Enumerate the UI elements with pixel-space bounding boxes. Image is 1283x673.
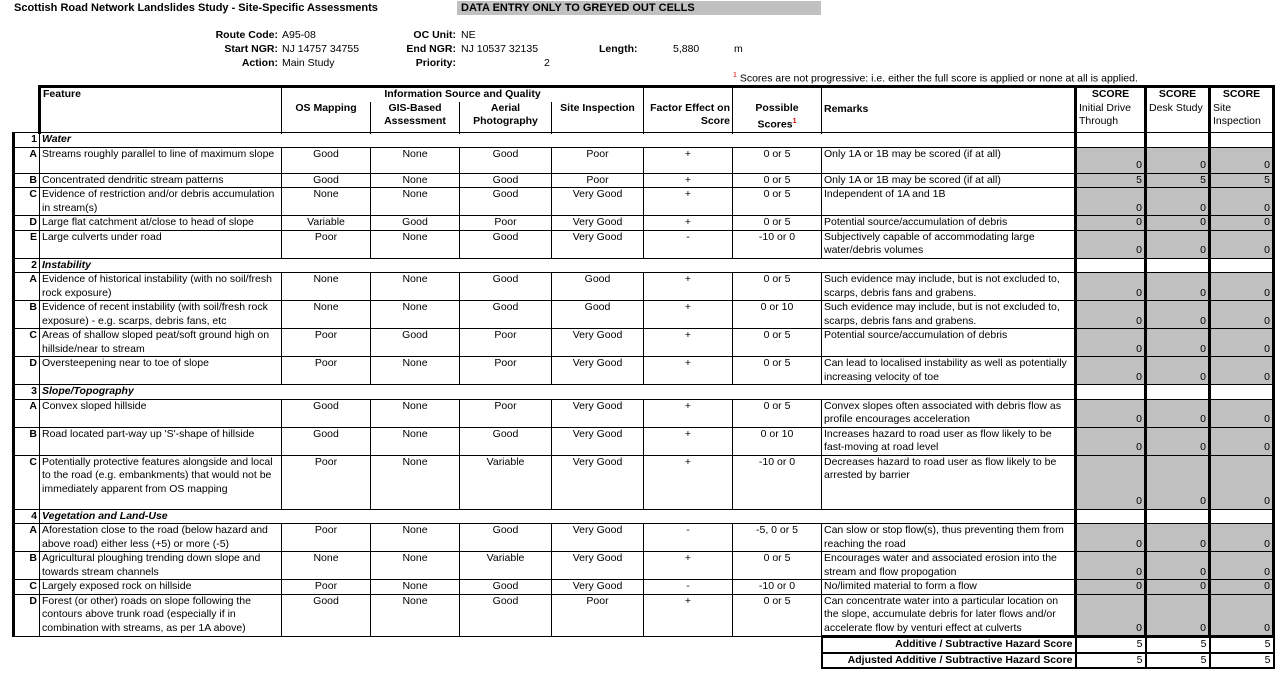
os-mapping-cell: None (282, 273, 371, 301)
factor-effect-cell: + (644, 455, 733, 509)
possible-scores-cell: -10 or 0 (733, 455, 822, 509)
page-title: Scottish Road Network Landslides Study - Site-Specific Assessments (14, 2, 378, 14)
row-id: A (14, 399, 40, 427)
os-mapping-cell: None (282, 301, 371, 329)
row-id: C (14, 455, 40, 509)
remarks-cell: Only 1A or 1B may be scored (if at all) (822, 147, 1076, 173)
score-desk-study-input[interactable]: 0 (1146, 552, 1210, 580)
oc-unit-value: NE (461, 29, 476, 41)
score-initial-drive-input[interactable]: 0 (1076, 455, 1146, 509)
table-row (14, 173, 1274, 188)
table-row (14, 580, 1274, 595)
priority-label: Priority: (415, 57, 456, 69)
aerial-cell: Poor (460, 329, 552, 357)
factor-effect-cell: + (644, 399, 733, 427)
row-id: D (14, 216, 40, 231)
gis-cell: None (371, 301, 460, 329)
factor-effect-cell: - (644, 524, 733, 552)
table-row (14, 552, 1274, 580)
gis-cell: None (371, 230, 460, 258)
header-site: Site Inspection (552, 102, 644, 133)
score-desk-study-input[interactable]: 0 (1146, 329, 1210, 357)
feature-cell: Areas of shallow sloped peat/soft ground high on hillside/near to stream (40, 329, 282, 357)
score-initial-drive-input[interactable]: 0 (1076, 147, 1146, 173)
os-mapping-cell: Good (282, 594, 371, 637)
section-number: 2 (14, 258, 40, 273)
row-id: A (14, 147, 40, 173)
row-id: B (14, 427, 40, 455)
score-site-inspection-input[interactable]: 5 (1210, 173, 1274, 188)
footnote-text: Scores are not progressive: i.e. either the full score is applied or none at all is applied. (739, 72, 1138, 85)
factor-effect-cell: + (644, 273, 733, 301)
score-word: SCORE (1091, 88, 1130, 100)
total-score-site: 5 (1210, 653, 1274, 669)
header-score-desk (1146, 87, 1210, 133)
priority-value: 2 (544, 57, 550, 69)
score-desk-study-input[interactable]: 0 (1146, 427, 1210, 455)
length-value: 5,880 (673, 43, 700, 55)
table-row (14, 273, 1274, 301)
remarks-cell: Decreases hazard to road user as flow likely to be arrested by barrier (822, 455, 1076, 509)
score-site-inspection-input[interactable]: 0 (1210, 427, 1274, 455)
score-word: SCORE (1158, 88, 1197, 100)
aerial-cell: Poor (460, 399, 552, 427)
score-desk-study-input[interactable]: 5 (1146, 173, 1210, 188)
score-desk-study-input[interactable]: 0 (1146, 455, 1210, 509)
gis-cell: Good (371, 216, 460, 231)
footnote (733, 72, 1138, 85)
factor-effect-cell: + (644, 188, 733, 216)
row-id: A (14, 273, 40, 301)
possible-scores-cell: 0 or 5 (733, 273, 822, 301)
row-id: C (14, 580, 40, 595)
remarks-cell: Subjectively capable of accommodating large water/debris volumes (822, 230, 1076, 258)
assessment-table (12, 85, 1275, 669)
total-score-initial: 5 (1076, 637, 1146, 653)
score-site-inspection-input[interactable]: 0 (1210, 399, 1274, 427)
feature-cell: Evidence of restriction and/or debris accumulation in stream(s) (40, 188, 282, 216)
remarks-cell: Increases hazard to road user as flow likely to be fast-moving at road level (822, 427, 1076, 455)
table-row (14, 301, 1274, 329)
section-number: 1 (14, 133, 40, 148)
score-initial-drive-input[interactable]: 0 (1076, 301, 1146, 329)
possible-scores-cell: 0 or 5 (733, 552, 822, 580)
totals-blank (14, 653, 822, 669)
site-inspection-cell: Very Good (552, 399, 644, 427)
remarks-cell: Encourages water and associated erosion into the stream and flow propogation (822, 552, 1076, 580)
possible-scores-cell: 0 or 5 (733, 188, 822, 216)
remarks-cell: Can lead to localised instability as well as potentially increasing velocity of toe (822, 357, 1076, 385)
gis-cell: None (371, 188, 460, 216)
score-site-inspection-input[interactable]: 0 (1210, 580, 1274, 595)
score-initial-drive-input[interactable]: 0 (1076, 273, 1146, 301)
row-id: B (14, 173, 40, 188)
route-code-value: A95-08 (282, 29, 316, 41)
feature-cell: Forest (or other) roads on slope following the contours above trunk road (especially if in combination with streams, as per 1A above) (40, 594, 282, 637)
aerial-cell: Good (460, 147, 552, 173)
row-id: D (14, 357, 40, 385)
site-inspection-cell: Very Good (552, 455, 644, 509)
factor-effect-cell: + (644, 147, 733, 173)
header-blank (14, 87, 40, 133)
totals-row (14, 653, 1274, 669)
score-initial-drive-input[interactable]: 0 (1076, 216, 1146, 231)
section-score-blank (1146, 509, 1210, 524)
start-ngr-value: NJ 14757 34755 (282, 43, 360, 55)
header-factor: Factor Effect on Score (644, 102, 733, 133)
aerial-cell: Good (460, 594, 552, 637)
possible-scores-cell: 0 or 5 (733, 357, 822, 385)
data-entry-banner: DATA ENTRY ONLY TO GREYED OUT CELLS (457, 1, 821, 15)
footnote-marker: 1 (733, 72, 737, 79)
score-site-inspection-input[interactable]: 0 (1210, 216, 1274, 231)
section-name: Water (40, 133, 1076, 148)
section-number: 3 (14, 385, 40, 400)
remarks-cell: No/limited material to form a flow (822, 580, 1076, 595)
feature-cell: Oversteepening near to toe of slope (40, 357, 282, 385)
row-id: E (14, 230, 40, 258)
factor-effect-cell: + (644, 216, 733, 231)
table-row (14, 594, 1274, 637)
site-inspection-cell: Good (552, 301, 644, 329)
remarks-cell: Can slow or stop flow(s), thus preventing them from reaching the road (822, 524, 1076, 552)
possible-scores-cell: 0 or 10 (733, 427, 822, 455)
section-score-blank (1076, 133, 1146, 148)
factor-effect-cell: + (644, 173, 733, 188)
score-label: Site Inspection (1213, 101, 1261, 127)
section-score-blank (1210, 133, 1274, 148)
remarks-cell: Potential source/accumulation of debris (822, 329, 1076, 357)
table-row (14, 147, 1274, 173)
score-label: Initial Drive Through (1079, 101, 1131, 127)
score-initial-drive-input[interactable]: 0 (1076, 524, 1146, 552)
table-row (14, 427, 1274, 455)
action-value: Main Study (282, 57, 335, 69)
header-possible (733, 102, 822, 133)
table-row (14, 524, 1274, 552)
os-mapping-cell: Good (282, 427, 371, 455)
header-score-initial (1076, 87, 1146, 133)
score-word: SCORE (1222, 88, 1261, 100)
remarks-cell: Such evidence may include, but is not excluded to, scarps, debris fans and grabens. (822, 301, 1076, 329)
score-initial-drive-input[interactable]: 0 (1076, 329, 1146, 357)
gis-cell: None (371, 273, 460, 301)
section-number: 4 (14, 509, 40, 524)
site-inspection-cell: Very Good (552, 357, 644, 385)
aerial-cell: Good (460, 173, 552, 188)
header-score-site (1210, 87, 1274, 133)
site-inspection-cell: Poor (552, 594, 644, 637)
table-row (14, 357, 1274, 385)
score-desk-study-input[interactable]: 0 (1146, 147, 1210, 173)
aerial-cell: Good (460, 580, 552, 595)
remarks-cell: Such evidence may include, but is not excluded to, scarps, debris fans and grabens. (822, 273, 1076, 301)
os-mapping-cell: Poor (282, 580, 371, 595)
factor-effect-cell: + (644, 552, 733, 580)
feature-cell: Evidence of historical instability (with no soil/fresh rock exposure) (40, 273, 282, 301)
feature-cell: Streams roughly parallel to line of maximum slope (40, 147, 282, 173)
factor-effect-cell: - (644, 230, 733, 258)
section-name: Vegetation and Land-Use (40, 509, 1076, 524)
os-mapping-cell: None (282, 188, 371, 216)
row-id: C (14, 188, 40, 216)
factor-effect-cell: + (644, 357, 733, 385)
header-row-1 (14, 87, 1274, 102)
section-score-blank (1210, 385, 1274, 400)
gis-cell: Good (371, 329, 460, 357)
gis-cell: None (371, 173, 460, 188)
score-site-inspection-input[interactable]: 0 (1210, 147, 1274, 173)
possible-scores-cell: 0 or 10 (733, 301, 822, 329)
score-desk-study-input[interactable]: 0 (1146, 399, 1210, 427)
gis-cell: None (371, 580, 460, 595)
aerial-cell: Good (460, 188, 552, 216)
length-label: Length: (599, 43, 638, 55)
score-site-inspection-input[interactable]: 0 (1210, 301, 1274, 329)
possible-scores-cell: -10 or 0 (733, 230, 822, 258)
aerial-cell: Good (460, 230, 552, 258)
score-desk-study-input[interactable]: 0 (1146, 580, 1210, 595)
section-header-row (14, 509, 1274, 524)
end-ngr-value: NJ 10537 32135 (461, 43, 539, 55)
header-aerial: Aerial Photography (460, 102, 552, 133)
os-mapping-cell: None (282, 552, 371, 580)
possible-scores-cell: 0 or 5 (733, 594, 822, 637)
table-row (14, 329, 1274, 357)
row-id: D (14, 594, 40, 637)
remarks-cell: Independent of 1A and 1B (822, 188, 1076, 216)
score-desk-study-input[interactable]: 0 (1146, 216, 1210, 231)
score-initial-drive-input[interactable]: 0 (1076, 427, 1146, 455)
table-row (14, 455, 1274, 509)
os-mapping-cell: Good (282, 173, 371, 188)
header-os-mapping: OS Mapping (282, 102, 371, 133)
table-row (14, 230, 1274, 258)
section-score-blank (1210, 258, 1274, 273)
score-desk-study-input[interactable]: 0 (1146, 230, 1210, 258)
totals-blank (14, 637, 822, 653)
header-feature: Feature (40, 87, 282, 133)
oc-unit-label: OC Unit: (413, 29, 456, 41)
possible-footnote-marker: 1 (792, 118, 797, 125)
total-score-site: 5 (1210, 637, 1274, 653)
start-ngr-label: Start NGR: (224, 43, 278, 55)
row-id: A (14, 524, 40, 552)
gis-cell: None (371, 357, 460, 385)
os-mapping-cell: Poor (282, 230, 371, 258)
end-ngr-label: End NGR: (406, 43, 456, 55)
site-inspection-cell: Very Good (552, 552, 644, 580)
gis-cell: None (371, 552, 460, 580)
section-score-blank (1146, 385, 1210, 400)
score-label: Desk Study (1149, 101, 1203, 114)
gis-cell: None (371, 455, 460, 509)
score-initial-drive-input[interactable]: 0 (1076, 188, 1146, 216)
aerial-cell: Variable (460, 455, 552, 509)
section-score-blank (1146, 133, 1210, 148)
site-inspection-cell: Very Good (552, 329, 644, 357)
gis-cell: None (371, 399, 460, 427)
feature-cell: Largely exposed rock on hillside (40, 580, 282, 595)
totals-row (14, 637, 1274, 653)
header-spacer (644, 87, 733, 102)
site-inspection-cell: Poor (552, 147, 644, 173)
possible-scores-cell: 0 or 5 (733, 216, 822, 231)
score-site-inspection-input[interactable]: 0 (1210, 329, 1274, 357)
remarks-cell: Can concentrate water into a particular location on the slope, accumulate debris for later flows and/or accelerate flow by venturi effect at culverts (822, 594, 1076, 637)
route-code-label: Route Code: (215, 29, 278, 41)
factor-effect-cell: + (644, 594, 733, 637)
aerial-cell: Poor (460, 357, 552, 385)
table-row (14, 216, 1274, 231)
score-site-inspection-input[interactable]: 0 (1210, 273, 1274, 301)
header-remarks: Remarks (822, 87, 1076, 133)
score-site-inspection-input[interactable]: 0 (1210, 188, 1274, 216)
feature-cell: Convex sloped hillside (40, 399, 282, 427)
score-initial-drive-input[interactable]: 0 (1076, 594, 1146, 637)
possible-scores-cell: -10 or 0 (733, 580, 822, 595)
site-inspection-cell: Very Good (552, 188, 644, 216)
total-score-desk: 5 (1146, 653, 1210, 669)
possible-scores-cell: 0 or 5 (733, 329, 822, 357)
score-site-inspection-input[interactable]: 0 (1210, 524, 1274, 552)
site-inspection-cell: Good (552, 273, 644, 301)
section-name: Instability (40, 258, 1076, 273)
score-desk-study-input[interactable]: 0 (1146, 594, 1210, 637)
score-initial-drive-input[interactable]: 0 (1076, 580, 1146, 595)
length-unit: m (734, 43, 743, 55)
os-mapping-cell: Variable (282, 216, 371, 231)
possible-label: Possible Scores (755, 101, 799, 131)
possible-scores-cell: 0 or 5 (733, 399, 822, 427)
score-initial-drive-input[interactable]: 0 (1076, 552, 1146, 580)
possible-scores-cell: 0 or 5 (733, 147, 822, 173)
totals-label: Additive / Subtractive Hazard Score (822, 637, 1076, 653)
gis-cell: None (371, 147, 460, 173)
score-initial-drive-input[interactable]: 0 (1076, 230, 1146, 258)
site-inspection-cell: Poor (552, 173, 644, 188)
totals-label: Adjusted Additive / Subtractive Hazard Score (822, 653, 1076, 669)
aerial-cell: Good (460, 427, 552, 455)
remarks-cell: Only 1A or 1B may be scored (if at all) (822, 173, 1076, 188)
feature-cell: Aforestation close to the road (below hazard and above road) either less (+5) or more (-5) (40, 524, 282, 552)
factor-effect-cell: + (644, 329, 733, 357)
gis-cell: None (371, 427, 460, 455)
feature-cell: Concentrated dendritic stream patterns (40, 173, 282, 188)
feature-cell: Agricultural ploughing trending down slope and towards stream channels (40, 552, 282, 580)
possible-scores-cell: -5, 0 or 5 (733, 524, 822, 552)
score-site-inspection-input[interactable]: 0 (1210, 552, 1274, 580)
gis-cell: None (371, 524, 460, 552)
score-site-inspection-input[interactable]: 0 (1210, 357, 1274, 385)
remarks-cell: Potential source/accumulation of debris (822, 216, 1076, 231)
aerial-cell: Variable (460, 552, 552, 580)
row-id: B (14, 301, 40, 329)
section-score-blank (1076, 385, 1146, 400)
score-site-inspection-input[interactable]: 0 (1210, 594, 1274, 637)
section-score-blank (1076, 509, 1146, 524)
score-desk-study-input[interactable]: 0 (1146, 301, 1210, 329)
total-score-desk: 5 (1146, 637, 1210, 653)
factor-effect-cell: + (644, 427, 733, 455)
factor-effect-cell: + (644, 301, 733, 329)
score-desk-study-input[interactable]: 0 (1146, 273, 1210, 301)
feature-cell: Large flat catchment at/close to head of slope (40, 216, 282, 231)
os-mapping-cell: Poor (282, 524, 371, 552)
section-header-row (14, 385, 1274, 400)
total-score-initial: 5 (1076, 653, 1146, 669)
score-initial-drive-input[interactable]: 0 (1076, 357, 1146, 385)
header-spacer (733, 87, 822, 102)
section-score-blank (1076, 258, 1146, 273)
header-gis: GIS-Based Assessment (371, 102, 460, 133)
possible-scores-cell: 0 or 5 (733, 173, 822, 188)
os-mapping-cell: Poor (282, 357, 371, 385)
header-info-group: Information Source and Quality (282, 87, 644, 102)
feature-cell: Large culverts under road (40, 230, 282, 258)
site-inspection-cell: Very Good (552, 216, 644, 231)
aerial-cell: Poor (460, 216, 552, 231)
os-mapping-cell: Poor (282, 329, 371, 357)
feature-cell: Potentially protective features alongside and local to the road (e.g. embankments) that would not be immediately apparent from OS mapping (40, 455, 282, 509)
section-score-blank (1146, 258, 1210, 273)
section-header-row (14, 258, 1274, 273)
section-name: Slope/Topography (40, 385, 1076, 400)
score-desk-study-input[interactable]: 0 (1146, 357, 1210, 385)
row-id: B (14, 552, 40, 580)
feature-cell: Evidence of recent instability (with soil/fresh rock exposure) - e.g. scarps, debris fans, etc (40, 301, 282, 329)
action-label: Action: (241, 57, 278, 69)
aerial-cell: Good (460, 524, 552, 552)
table-row (14, 399, 1274, 427)
table-row (14, 188, 1274, 216)
section-header-row (14, 133, 1274, 148)
score-initial-drive-input[interactable]: 5 (1076, 173, 1146, 188)
aerial-cell: Good (460, 273, 552, 301)
row-id: C (14, 329, 40, 357)
site-inspection-cell: Very Good (552, 230, 644, 258)
score-initial-drive-input[interactable]: 0 (1076, 399, 1146, 427)
score-desk-study-input[interactable]: 0 (1146, 524, 1210, 552)
factor-effect-cell: - (644, 580, 733, 595)
feature-cell: Road located part-way up 'S'-shape of hillside (40, 427, 282, 455)
os-mapping-cell: Good (282, 147, 371, 173)
site-inspection-cell: Very Good (552, 524, 644, 552)
score-site-inspection-input[interactable]: 0 (1210, 230, 1274, 258)
aerial-cell: Good (460, 301, 552, 329)
site-inspection-cell: Very Good (552, 427, 644, 455)
site-inspection-cell: Very Good (552, 580, 644, 595)
score-site-inspection-input[interactable]: 0 (1210, 455, 1274, 509)
os-mapping-cell: Poor (282, 455, 371, 509)
remarks-cell: Convex slopes often associated with debris flow as profile encourages acceleration (822, 399, 1076, 427)
section-score-blank (1210, 509, 1274, 524)
os-mapping-cell: Good (282, 399, 371, 427)
gis-cell: None (371, 594, 460, 637)
score-desk-study-input[interactable]: 0 (1146, 188, 1210, 216)
